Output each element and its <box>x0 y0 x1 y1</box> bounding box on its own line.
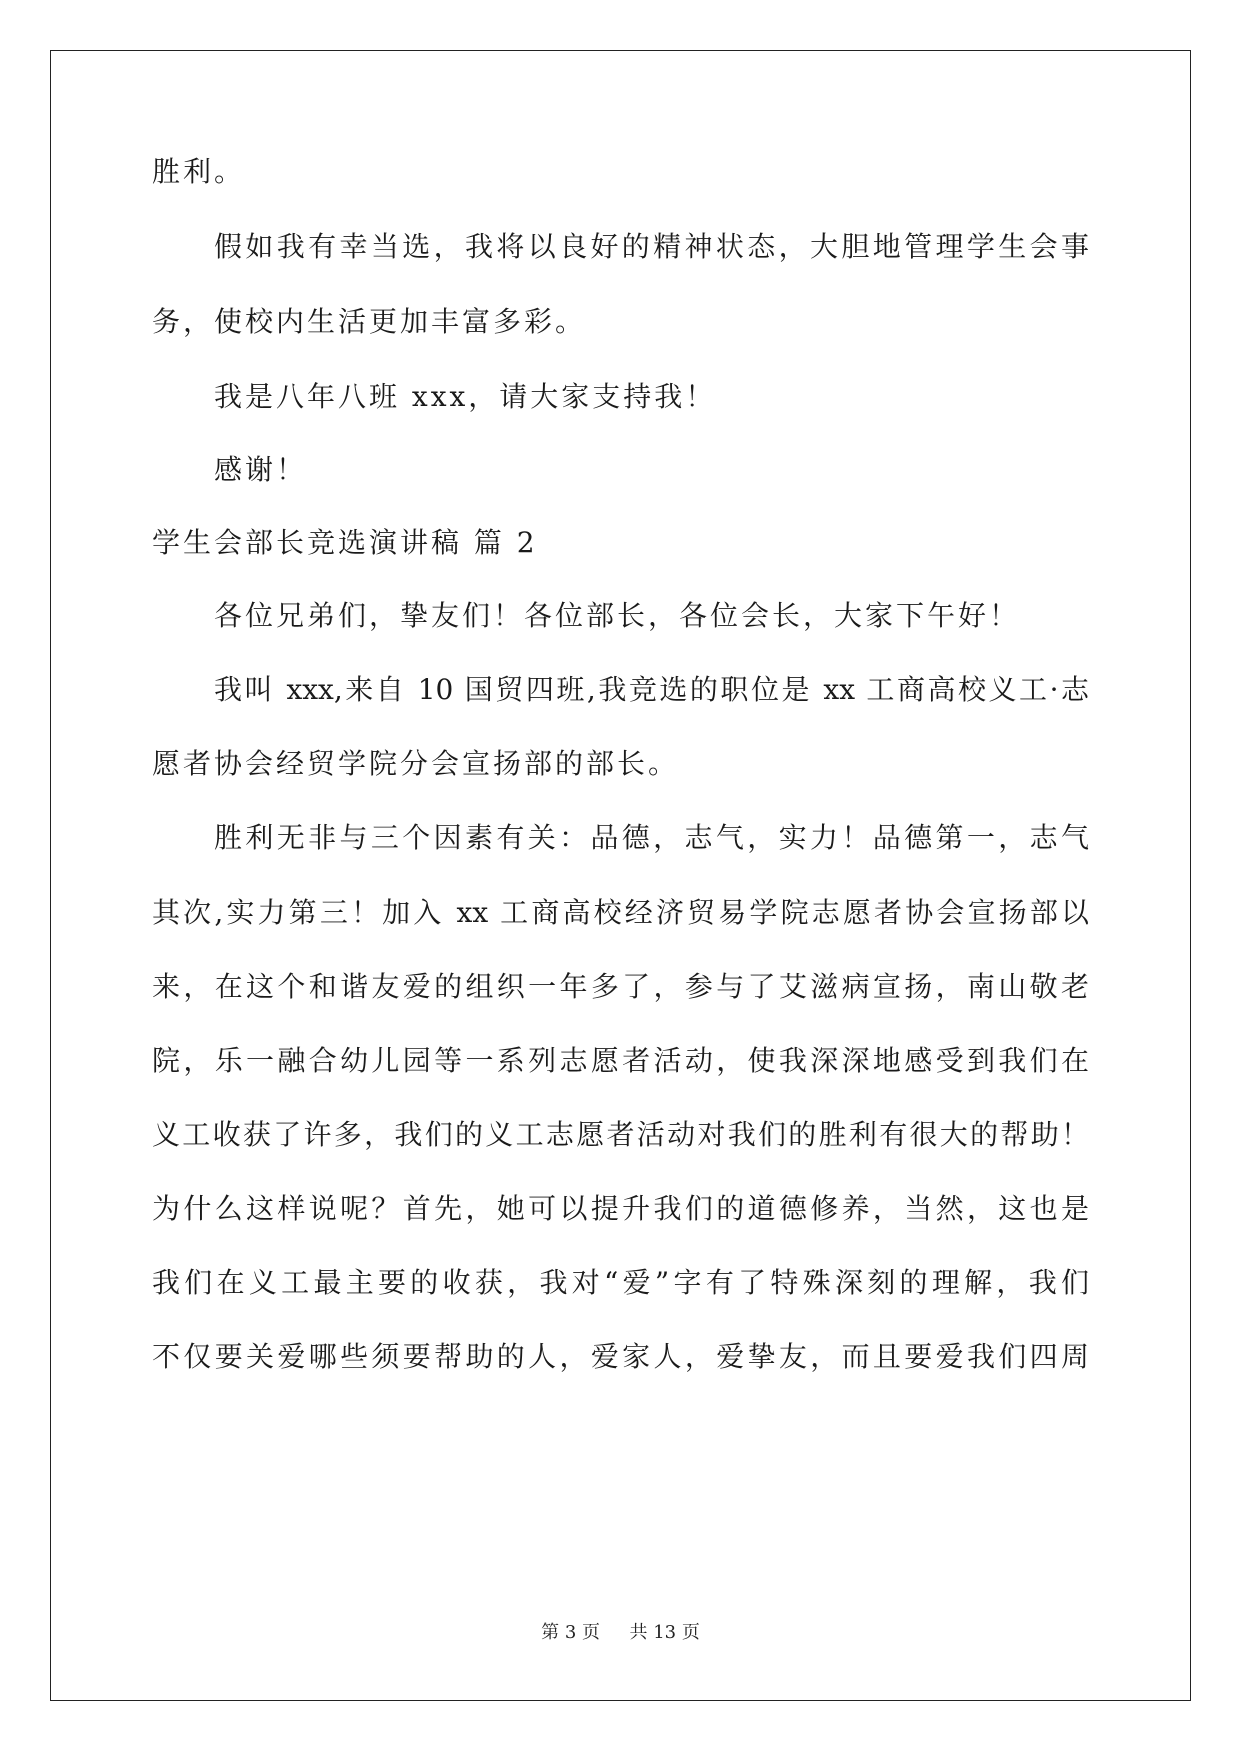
text-line: 务，使校内生活更加丰富多彩。 <box>152 305 587 338</box>
section-heading: 学生会部长竞选演讲稿 篇 2 <box>152 526 538 559</box>
text-line: 各位兄弟们，挚友们！各位部长，各位会长，大家下午好！ <box>214 599 1021 632</box>
text-line: 来，在这个和谐友爱的组织一年多了，参与了艾滋病宣扬，南山敬老 <box>152 970 1089 1003</box>
page-footer <box>0 1621 1241 1645</box>
text-line: 我是八年八班 xxx，请大家支持我！ <box>214 380 717 413</box>
text-line: 为什么这样说呢？首先，她可以提升我们的道德修养，当然，这也是 <box>152 1192 1089 1225</box>
text-line: 其次,实力第三！加入 xx 工商高校经济贸易学院志愿者协会宣扬部以 <box>152 896 1089 929</box>
text-line: 不仅要关爱哪些须要帮助的人，爱家人，爱挚友，而且要爱我们四周 <box>152 1340 1089 1373</box>
text-line: 我们在义工最主要的收获，我对“爱”字有了特殊深刻的理解，我们 <box>152 1266 1089 1299</box>
text-line: 胜利。 <box>152 155 246 188</box>
page-frame <box>50 50 1191 1701</box>
text-line: 假如我有幸当选，我将以良好的精神状态，大胆地管理学生会事 <box>214 230 1089 263</box>
page-number: 第 3 页 <box>541 1622 601 1643</box>
text-line: 我叫 xxx,来自 10 国贸四班,我竞选的职位是 xx 工商高校义工·志 <box>214 673 1089 706</box>
text-line: 义工收获了许多，我们的义工志愿者活动对我们的胜利有很大的帮助！ <box>152 1118 1089 1151</box>
page-total: 共 13 页 <box>629 1622 700 1643</box>
text-line: 感谢！ <box>214 453 308 486</box>
text-line: 愿者协会经贸学院分会宣扬部的部长。 <box>152 747 680 780</box>
text-line: 院，乐一融合幼儿园等一系列志愿者活动，使我深深地感受到我们在 <box>152 1044 1089 1077</box>
text-line: 胜利无非与三个因素有关：品德，志气，实力！品德第一，志气 <box>214 821 1089 854</box>
